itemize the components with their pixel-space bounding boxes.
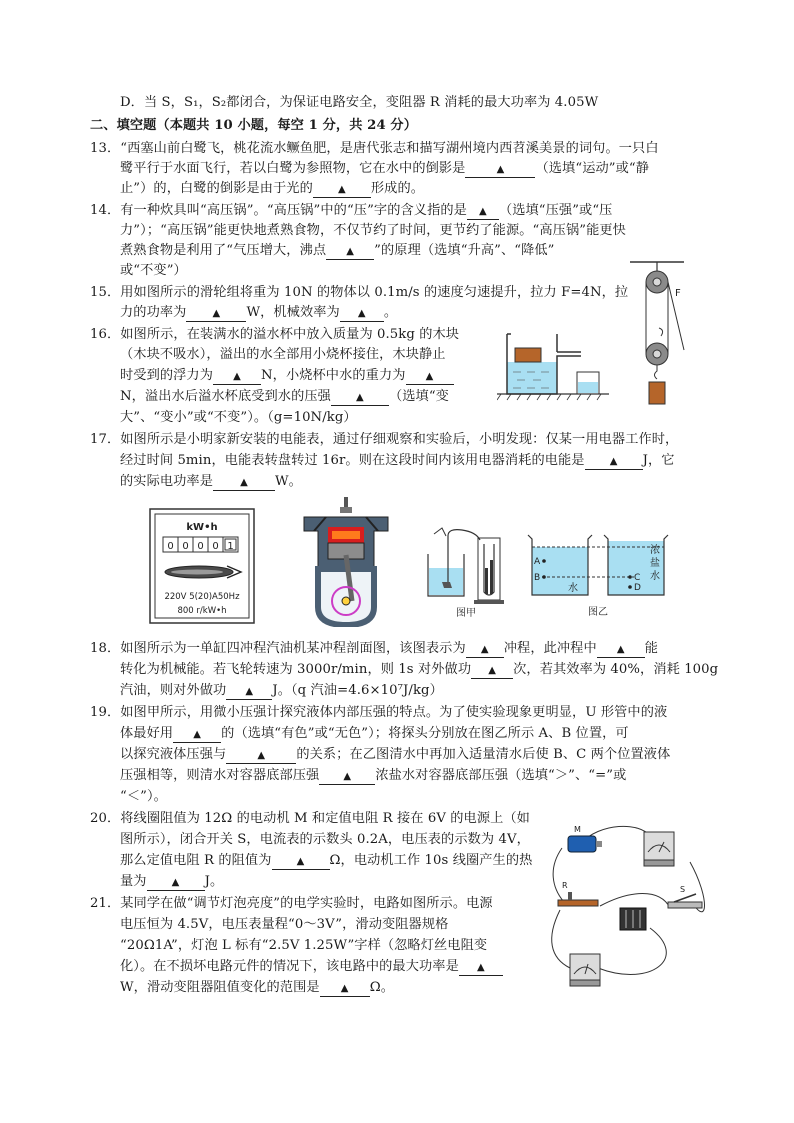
pressure-gauge-figure (418, 524, 508, 620)
wood-block (515, 348, 541, 362)
point-a-label: A (534, 557, 541, 567)
meter-digit: 1 (227, 541, 234, 552)
point-d-dot (628, 585, 632, 589)
water (507, 362, 557, 394)
q16-text: N，小烧杯中水的重力为 (261, 368, 406, 383)
q17-line2 (120, 452, 675, 470)
q18-text: 能 (644, 641, 659, 656)
answer-blank[interactable]: ▲ (331, 391, 389, 406)
q18-text: 转化为机械能。若飞轮转速为 3000r/min，则 1s 对外做功 (120, 662, 472, 677)
u-tube-liquid (485, 568, 488, 594)
q21-line2: 电压恒为 4.5V，电压表量程“0～3V”，滑动变阻器规格 (120, 917, 449, 932)
q20-line4 (120, 873, 223, 891)
answer-blank[interactable]: ▲ (459, 961, 503, 976)
brine-label: 水 (650, 571, 660, 582)
q17-text: W。 (275, 474, 302, 489)
q16-text: N，溢出水后溢水杯底受到水的压强 (120, 389, 331, 404)
q16-line4 (120, 388, 449, 406)
answer-blank[interactable]: ▲ (471, 664, 513, 679)
q19-text: 的关系；在乙图清水中再加入适量清水后使 B、C 两个位置液体 (296, 747, 671, 762)
meter-unit: kW•h (186, 522, 218, 533)
ammeter-terminals (644, 860, 674, 866)
q20-line2: 图所示），闭合开关 S，电流表的示数头 0.2A，电压表的示数为 4V， (120, 832, 530, 847)
q21-text: 化）。在不损坏电路元件的情况下，该电路中的最大功率是 (120, 959, 459, 974)
pulley-figure (628, 258, 690, 408)
q16-line2: （木块不吸水），溢出的水全部用小烧杯接住，木块静止 (120, 347, 446, 362)
answer-blank[interactable]: ▲ (213, 370, 261, 385)
engine-figure (296, 497, 396, 627)
motor (568, 836, 596, 852)
hook (655, 365, 658, 379)
q17-line3 (120, 473, 302, 491)
hand (434, 528, 446, 536)
answer-blank[interactable]: ▲ (272, 855, 330, 870)
answer-blank[interactable]: ▲ (186, 307, 246, 322)
q14-text: 煮熟食物是利用了“气压增大，沸点 (120, 243, 327, 258)
q21-text: W，滑动变阻器阻值变化的范围是 (120, 980, 320, 995)
beaker-water (578, 382, 598, 393)
answer-blank[interactable]: ▲ (226, 685, 272, 700)
q14-text: ”的原理（选填“升高”、“降低” (374, 243, 555, 258)
beaker-water (429, 568, 463, 595)
hook (659, 328, 663, 336)
wire (600, 894, 670, 909)
q18-text: 冲程，此冲程中 (503, 641, 597, 656)
water-label: 水 (568, 583, 578, 594)
answer-blank[interactable]: ▲ (465, 163, 535, 178)
q21-line1: 21．某同学在做“调节灯泡亮度”的电学实验时，电路如图所示。电源 (90, 896, 493, 911)
circuit-figure (540, 818, 718, 996)
q17-text: J，它 (642, 453, 675, 468)
q18-text: 次，若其效率为 40%，消耗 100g (513, 662, 719, 677)
fixed-pulley-axle (653, 278, 661, 286)
point-c-label: C (634, 573, 641, 583)
point-a-dot (542, 559, 546, 563)
option-d: D．当 S，S₁，S₂都闭合，为保证电路安全，变阻器 R 消耗的最大功率为 4.05W (120, 95, 599, 110)
q15-line2 (120, 304, 397, 322)
force-label: F (675, 288, 681, 299)
wire (553, 848, 564, 902)
moving-pulley-axle (653, 350, 661, 358)
point-b-label: B (534, 573, 541, 583)
q13-line3 (120, 180, 424, 198)
q13-line1: 13．“西塞山前白鹭飞，桃花流水鳜鱼肥，是唐代张志和描写湖州境内西苕溪美景的词句。一只白 (90, 141, 659, 156)
resistor-slider (568, 892, 572, 900)
point-b-dot (542, 575, 546, 579)
wire (552, 910, 570, 968)
q14-line1 (90, 202, 612, 220)
meter-digit: 0 (212, 541, 219, 552)
brine-label: 盐 (650, 558, 660, 569)
q21-line4 (120, 958, 503, 976)
q14-line4: 或“不变”） (120, 263, 187, 278)
meter-spec: 220V 5(20)A50Hz (164, 592, 240, 602)
ammeter (644, 832, 674, 860)
q19-line5: “＜”）。 (120, 789, 167, 804)
q18-line2 (120, 661, 718, 679)
answer-blank[interactable]: ▲ (313, 183, 371, 198)
q16-text: （选填“变 (388, 389, 449, 404)
meter-digit: 0 (167, 541, 174, 552)
water (532, 547, 588, 595)
resistor-label: R (562, 881, 568, 890)
q17-line1: 17．如图所示是小明家新安装的电能表，通过仔细观察和实验后，小明发现：仅某一用电器工作时， (90, 432, 679, 447)
q16-line5: 大”、“变小”或“不变”）。（g=10N/kg） (120, 410, 357, 425)
q13-line2 (120, 160, 649, 178)
q16-line3 (120, 367, 454, 385)
q20-text: 那么定值电阻 R 的阻值为 (120, 853, 272, 868)
q13-text: 止”）的，白鹭的倒影是由于光的 (120, 181, 313, 196)
point-d-label: D (634, 583, 641, 593)
answer-blank[interactable]: ▲ (213, 476, 275, 491)
q17-text: 的实际电功率是 (120, 474, 214, 489)
q19-text: 压强相等，则清水对容器底部压强 (120, 768, 320, 783)
q20-line1: 20．将线圈阻值为 12Ω 的电动机 M 和定值电阻 R 接在 6V 的电源上（如 (90, 811, 530, 826)
q15-line1: 15．用如图所示的滑轮组将重为 10N 的物体以 0.1m/s 的速度匀速提升，拉力 F=4N，拉 (90, 285, 629, 300)
switch-label: S (680, 885, 686, 894)
spark-plug-base (340, 507, 352, 513)
q14-line3 (120, 242, 555, 260)
fig-b-caption: 图乙 (588, 607, 608, 618)
table-hatch (497, 394, 601, 400)
motor-label: M (574, 825, 581, 834)
q19-line4 (120, 767, 626, 785)
answer-blank[interactable]: ▲ (326, 245, 374, 260)
q16-line1: 16．如图所示，在装满水的溢水杯中放入质量为 0.5kg 的木块 (90, 327, 460, 342)
wire (598, 928, 666, 974)
motor-shaft (596, 841, 602, 847)
q20-text: Ω，电动机工作 10s 线圈产生的热 (329, 853, 533, 868)
q20-text: J。 (204, 874, 224, 889)
point-c-dot (628, 575, 632, 579)
q13-text: 鹭平行于水面飞行，若以白鹭为参照物，它在水中的倒影是 (120, 161, 466, 176)
q14-text: 14．有一种炊具叫“高压锅”。“高压锅”中的“压”字的含义指的是 (90, 203, 467, 218)
answer-blank[interactable]: ▲ (226, 749, 296, 764)
meter-digit: 0 (182, 541, 189, 552)
meter-disc-highlight (171, 570, 223, 575)
q15-text: 力的功率为 (120, 305, 187, 320)
q18-text: J。（q 汽油=4.6×10⁷J/kg） (272, 683, 443, 698)
q18-text: 汽油，则对外做功 (120, 683, 227, 698)
overflow-cup-figure (497, 326, 609, 402)
q16-text: 时受到的浮力为 (120, 368, 214, 383)
q19-line2 (120, 725, 629, 743)
answer-blank[interactable]: ▲ (406, 370, 454, 385)
liquid-pressure-figure (524, 531, 674, 623)
stand-base (474, 600, 504, 604)
q17-text: 经过时间 5min，电能表转盘转过 16r。则在这段时间内该用电器消耗的电能是 (120, 453, 585, 468)
voltmeter-terminals (570, 980, 600, 986)
q18-line1 (90, 640, 658, 658)
answer-blank[interactable]: ▲ (147, 876, 205, 891)
q19-text: 以探究液体压强与 (120, 747, 227, 762)
brine-label: 浓 (650, 545, 660, 556)
flame (332, 531, 360, 539)
q13-text: 形成的。 (370, 181, 425, 196)
meter-rev: 800 r/kW•h (177, 606, 227, 616)
answer-blank[interactable]: ▲ (585, 455, 643, 470)
q15-text: 。 (383, 305, 398, 320)
q19-line1: 19．如图甲所示，用微小压强计探究液体内部压强的特点。为了使实验现象更明显，U 形管中的液 (90, 705, 668, 720)
q18-text: 18．如图所示为一单缸四冲程汽油机某冲程剖面图，该图表示为 (90, 641, 466, 656)
q19-line3 (120, 746, 670, 764)
answer-blank[interactable]: ▲ (320, 982, 370, 997)
meter-digit: 0 (197, 541, 204, 552)
resistor (558, 900, 598, 906)
q20-text: 量为 (120, 874, 147, 889)
q19-text: 的（选填“有色”或“无色”）；将探头分别放在图乙所示 A、B 位置，可 (221, 726, 629, 741)
q14-line2: 力”）；“高压锅”能更快地煮熟食物，不仅节约了时间，更节约了能源。“高压锅”能更快 (120, 223, 626, 238)
q20-line3 (120, 852, 532, 870)
fig-a-caption: 图甲 (456, 608, 476, 619)
q19-text: 浓盐水对容器底部压强（选填“＞”、“=”或 (375, 768, 627, 783)
electric-meter-figure (149, 508, 255, 624)
u-tube-liquid (490, 560, 493, 594)
answer-blank[interactable]: ▲ (173, 728, 221, 743)
q14-text: （选填“压强”或“压 (498, 203, 613, 218)
weight-block (649, 382, 665, 404)
q21-line5 (120, 979, 394, 997)
q18-line3 (120, 682, 443, 700)
section-title: 二、填空题（本题共 10 小题，每空 1 分，共 24 分） (90, 118, 417, 133)
switch-lever (674, 894, 696, 902)
answer-blank[interactable]: ▲ (466, 643, 504, 658)
switch-base (668, 902, 702, 908)
answer-blank[interactable]: ▲ (597, 643, 645, 658)
q15-text: W，机械效率为 (246, 305, 340, 320)
answer-blank[interactable]: ▲ (467, 205, 499, 220)
answer-blank[interactable]: ▲ (340, 307, 384, 322)
u-tube-frame (478, 538, 500, 600)
q13-text: （选填“运动”或“静 (535, 161, 650, 176)
q21-line3: “20Ω1A”，灯泡 L 标有“2.5V 1.25W”字样（忽略灯丝电阻变 (120, 938, 488, 953)
answer-blank[interactable]: ▲ (319, 770, 375, 785)
q19-text: 体最好用 (120, 726, 174, 741)
q21-text: Ω。 (369, 980, 395, 995)
crankshaft (342, 597, 350, 605)
